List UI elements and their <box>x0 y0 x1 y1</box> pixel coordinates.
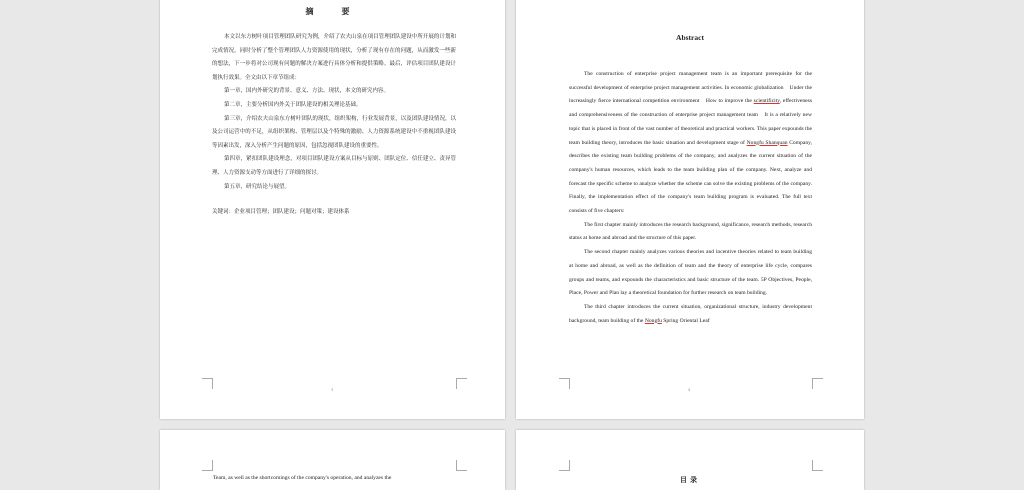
abstract-paragraph: 第三章，介绍农夫山泉东方树叶团队的现状，组织架构，行业发展背景，以及团队建设情况，以及公司运营中的不足，从组织架构、管理层以及个特殊的激励、人力资源系统建设中不重视团队建设等因素出发，深入分析产生问题的原因，包括忽视团队建设的重要性。 <box>212 115 456 149</box>
abstract-paragraph: The first chapter mainly introduces the research background, significance, research methods, research status at home and abroad and the structure of this paper. <box>569 221 812 242</box>
margin-corner-mark <box>456 378 467 389</box>
margin-corner-mark <box>559 460 570 471</box>
abstract-paragraph: The construction of enterprise project management team is an important prerequisite for the successful development of enterprise project management activities. In economic globalization Under the increasingly fierce international competition environment How to improve the scientificity, effectiveness and comprehensiveness of the construction of enterprise project management team It is a relatively new topic that is placed in front of the vast number of theoretical and practical workers. This paper expounds the team building theory, introduces the basic situation and development stage of Nongfu Shanquan Company, describes the existing team building problems of the company, and analyzes the current situation of the company's human resources, which leads to the team building plan of the company. Next, analyze and forecast the specific scheme to analyze whether the scheme can solve the existing problems of the company. Finally, the implementation effect of the company's team building program is evaluated. The full text consists of five chapters: <box>569 71 812 215</box>
table-of-contents-title: 目录 <box>680 476 700 484</box>
abstract-paragraph: 第四章，紧扣团队建设理念，对项目团队建设方案从目标与原则、团队定位、信任建立、责异管理、人力资源支动等方面进行了详细的探讨。 <box>212 156 456 176</box>
margin-corner-mark <box>812 460 823 471</box>
abstract-paragraph: 本文以东方树叶项目管理团队研究为例，介绍了农夫山泉在项目管理团队建设中所开展的计划和完成情况。同时分析了整个管理团队人力资源使用的现状，分析了现有存在的问题，从而激发一些新的想法，下一步将对公司现有问题的解决方案进行具体分析和提供策略。最后，评估项目团队建设计划执行效果。全文由以下章节组成： <box>212 34 456 81</box>
margin-corner-mark <box>202 460 213 471</box>
margin-corner-mark <box>812 378 823 389</box>
page-number: 3 <box>331 387 333 392</box>
body-text-line: Team, as well as the shortcomings of the company's operation, and analyzes the <box>213 475 392 481</box>
abstract-paragraph: 第二章，主要分析国内外关于团队建设的相关理论基础。 <box>224 101 362 108</box>
english-abstract-body <box>569 68 812 328</box>
keywords-line: 关键词：企业项目管理；团队建设；问题对策；建设体系 <box>212 209 350 216</box>
margin-corner-mark <box>456 460 467 471</box>
document-page-4 <box>516 430 864 490</box>
chinese-abstract-title: 摘 要 <box>305 7 360 16</box>
margin-corner-mark <box>202 378 213 389</box>
english-abstract-title: Abstract <box>676 33 704 42</box>
document-page-1 <box>160 0 505 419</box>
document-page-2 <box>516 0 864 419</box>
spellcheck-underlined-word[interactable]: Nongfu <box>644 317 662 324</box>
abstract-paragraph: 第五章，研究结论与展望。 <box>224 183 291 190</box>
margin-corner-mark <box>559 378 570 389</box>
chinese-abstract-body <box>212 31 456 220</box>
spellcheck-underlined-word[interactable]: Nongfu Shanquan <box>746 139 788 146</box>
spellcheck-underlined-word[interactable]: scientificity <box>753 98 780 105</box>
page-number: 4 <box>688 387 690 392</box>
abstract-paragraph: The third chapter introduces the current situation, organizational structure, industry development background, team building of the Nongfu Spring Oriental Leaf <box>569 303 812 324</box>
abstract-paragraph: The second chapter mainly analyzes various theories and incentive theories related to team building at home and abroad, as well as the definition of team and the theory of enterprise life cycle, compares groups and teams, and expounds the characteristics and basic structure of the team. 5P Objectives, People, Place, Power and Plan lay a theoretical foundation for further research on team building. <box>569 249 812 297</box>
document-page-3 <box>160 430 505 490</box>
abstract-paragraph: 第一章，国内外研究的背景、意义、方法、现状，本文的研究内容。 <box>224 88 390 95</box>
